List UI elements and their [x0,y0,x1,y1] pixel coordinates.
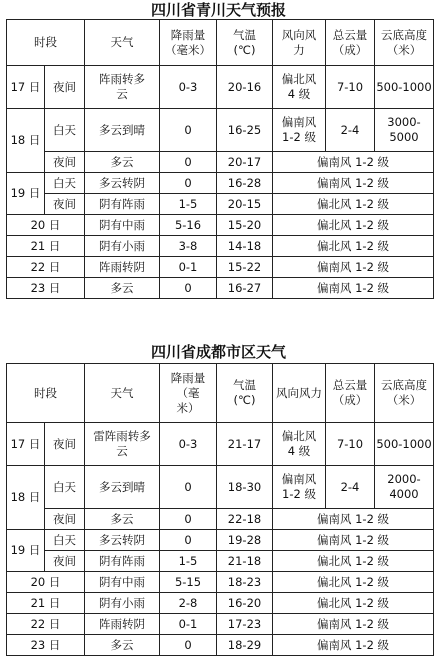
weather-text: 多云转阴 [99,175,145,190]
part-cell: 白天 [45,173,85,194]
col-header-rain [160,364,217,423]
weather-cell [85,614,160,635]
col-header-weather [85,364,160,423]
day-cell: 23 日 [7,635,85,656]
rain-cell: 0 [160,278,217,299]
table-row [7,257,434,278]
wind-merged-cell: 偏南风 1-2 级 [273,278,434,299]
rain-cell: 0 [160,152,217,173]
wind-merged-cell: 偏北风 1-2 级 [273,551,434,572]
col-header-text: 风向风力 [276,385,322,400]
col-header-weather [85,20,160,66]
part-cell: 夜间 [45,509,85,530]
table-row [7,423,434,466]
temp-cell: 20-15 [217,194,273,215]
wind-text: 偏北风 [281,429,317,443]
weather-text: 多云 [110,511,134,526]
wind-text: 1-2 级 [282,487,316,501]
table-row [7,152,434,173]
wind-text: 1-2 级 [282,130,316,144]
weather-text: 多云 [110,154,134,169]
col-header-text: （米） [386,42,422,57]
weather-cell [85,257,160,278]
weather-text: 多云转阴 [99,532,145,547]
wind-merged-cell: 偏南风 1-2 级 [273,530,434,551]
wind-cell [273,66,326,109]
col-header-temp [217,20,273,66]
temp-cell: 18-30 [217,466,273,509]
table-title: 四川省成都市区天气 [150,343,286,361]
temp-cell: 16-25 [217,109,273,152]
wind-merged-cell: 偏北风 1-2 级 [273,593,434,614]
rain-cell: 5-16 [160,215,217,236]
height-cell: 500-1000 [375,66,434,109]
col-header-text: 云底高度 [381,27,427,42]
col-header-text: 气温 [233,27,256,42]
height-cell: 2000-4000 [375,466,434,509]
table-row [7,278,434,299]
wind-cell [273,109,326,152]
col-header-text: 总云量 [332,27,368,42]
col-header-height [375,20,434,66]
weather-text: 多云 [110,637,134,652]
part-cell: 白天 [45,530,85,551]
part-cell: 夜间 [45,423,85,466]
forecast-table-chengdu [6,363,434,656]
wind-merged-cell: 偏南风 1-2 级 [273,257,434,278]
weather-text: 阴有阵雨 [99,553,145,568]
table-row [7,551,434,572]
height-cell: 500-1000 [375,423,434,466]
weather-text: 多云到晴 [99,122,145,137]
col-header-text: 米） [176,400,200,415]
rain-cell: 3-8 [160,236,217,257]
weather-text: 多云到晴 [99,479,145,494]
temp-cell: 16-27 [217,278,273,299]
col-header-text: （毫米） [165,42,211,57]
weather-text: 阴有阵雨 [99,196,145,211]
part-cell: 夜间 [45,152,85,173]
weather-text: 阴有小雨 [99,238,145,253]
weather-cell [85,215,160,236]
height-cell: 3000-5000 [375,109,434,152]
col-header-period: 时段 [7,364,85,423]
rain-cell: 0-1 [160,257,217,278]
weather-cell [85,194,160,215]
table-row [7,215,434,236]
weather-text: 阵雨转阴 [99,259,145,274]
rain-cell: 0-1 [160,614,217,635]
temp-cell: 16-20 [217,593,273,614]
temp-cell: 22-18 [217,509,273,530]
rain-cell: 0 [160,466,217,509]
wind-merged-cell: 偏南风 1-2 级 [273,509,434,530]
table-row [7,466,434,509]
table-row [7,614,434,635]
rain-cell: 1-5 [160,194,217,215]
weather-text: 云 [116,444,128,458]
col-header-text: 气温 [233,378,256,392]
weather-cell [85,109,160,152]
weather-cell [85,466,160,509]
day-cell: 17 日 [7,423,45,466]
day-cell: 21 日 [7,593,85,614]
wind-text: 偏北风 [281,72,317,86]
weather-cell [85,530,160,551]
temp-cell: 21-18 [217,551,273,572]
col-header-period: 时段 [7,20,85,66]
rain-cell: 1-5 [160,551,217,572]
col-header-text: （毫 [176,385,200,400]
col-header-text: 云底高度 [381,378,427,392]
cloud-cell: 2-4 [326,466,375,509]
col-header-cloud [326,364,375,423]
temp-cell: 17-23 [217,614,273,635]
wind-text: 偏南风 [281,472,317,486]
part-cell: 白天 [45,466,85,509]
temp-cell: 15-22 [217,257,273,278]
day-cell: 20 日 [7,215,85,236]
wind-merged-cell: 偏南风 1-2 级 [273,173,434,194]
wind-merged-cell: 偏南风 1-2 级 [273,152,434,173]
rain-cell: 0 [160,635,217,656]
part-cell: 夜间 [45,194,85,215]
col-header-wind [273,20,326,66]
day-cell: 20 日 [7,572,85,593]
col-header-text: 总云量 [332,378,368,392]
temp-cell: 19-28 [217,530,273,551]
wind-cell [273,423,326,466]
rain-cell: 0 [160,173,217,194]
temp-cell: 18-29 [217,635,273,656]
weather-text: 云 [116,87,128,101]
day-cell: 19 日 [7,173,45,215]
weather-cell [85,551,160,572]
weather-cell [85,278,160,299]
col-header-wind [273,364,326,423]
part-cell: 白天 [45,109,85,152]
day-cell: 21 日 [7,236,85,257]
table-row [7,173,434,194]
table-row [7,109,434,152]
col-header-text: 降雨量 [170,370,206,385]
day-cell: 19 日 [7,530,45,572]
table-row [7,593,434,614]
col-header-text: 降雨量 [170,27,206,42]
temp-cell: 20-17 [217,152,273,173]
wind-merged-cell: 偏北风 1-2 级 [273,194,434,215]
weather-text: 阴有中雨 [99,217,145,232]
col-header-text: 天气 [110,385,134,400]
weather-cell [85,423,160,466]
col-header-cloud [326,20,375,66]
weather-cell [85,593,160,614]
header-row [7,20,434,66]
col-header-text: 风向风 [281,27,317,42]
table-row [7,236,434,257]
col-header-text: （米） [386,393,422,407]
day-cell: 23 日 [7,278,85,299]
day-cell: 18 日 [7,109,45,173]
col-header-text: (℃) [233,393,256,407]
table-row [7,572,434,593]
col-header-rain [160,20,217,66]
rain-cell: 2-8 [160,593,217,614]
temp-cell: 14-18 [217,236,273,257]
weather-cell [85,66,160,109]
col-header-text: （成） [332,42,368,57]
cloud-cell: 7-10 [326,66,375,109]
wind-merged-cell: 偏南风 1-2 级 [273,614,434,635]
forecast-table-qingchuan [6,19,434,299]
header-row [7,364,434,423]
part-cell: 夜间 [45,66,85,109]
weather-cell [85,173,160,194]
weather-cell [85,152,160,173]
weather-cell [85,635,160,656]
day-cell: 17 日 [7,66,45,109]
wind-merged-cell: 偏北风 1-2 级 [273,236,434,257]
temp-cell: 20-16 [217,66,273,109]
rain-cell: 0-3 [160,66,217,109]
col-header-text: (℃) [233,42,256,57]
temp-cell: 18-23 [217,572,273,593]
wind-text: 4 级 [287,444,311,458]
wind-merged-cell: 偏北风 1-2 级 [273,215,434,236]
wind-cell [273,466,326,509]
wind-text: 4 级 [287,87,311,101]
table-row [7,635,434,656]
table-row [7,194,434,215]
day-cell: 22 日 [7,257,85,278]
rain-cell: 0 [160,530,217,551]
weather-text: 阵雨转阴 [99,616,145,631]
rain-cell: 0 [160,509,217,530]
cloud-cell: 7-10 [326,423,375,466]
weather-text: 阵雨转多 [99,72,145,86]
weather-text: 多云 [110,280,134,295]
weather-cell [85,236,160,257]
col-header-text: 力 [293,42,305,57]
temp-cell: 21-17 [217,423,273,466]
col-header-text: 天气 [110,35,134,49]
wind-merged-cell: 偏北风 1-2 级 [273,572,434,593]
col-header-height [375,364,434,423]
table-title: 四川省青川天气预报 [150,1,286,19]
weather-text: 阴有中雨 [99,574,145,589]
temp-cell: 16-28 [217,173,273,194]
weather-text: 阴有小雨 [99,595,145,610]
table-row [7,509,434,530]
weather-text: 雷阵雨转多 [93,429,151,443]
part-cell: 夜间 [45,551,85,572]
rain-cell: 0-3 [160,423,217,466]
cloud-cell: 2-4 [326,109,375,152]
table-row [7,530,434,551]
col-header-temp [217,364,273,423]
weather-cell [85,572,160,593]
col-header-text: （成） [332,393,368,407]
wind-text: 偏南风 [281,115,317,129]
temp-cell: 15-20 [217,215,273,236]
rain-cell: 0 [160,109,217,152]
day-cell: 22 日 [7,614,85,635]
day-cell: 18 日 [7,466,45,530]
table-row [7,66,434,109]
weather-cell [85,509,160,530]
rain-cell: 5-15 [160,572,217,593]
wind-merged-cell: 偏南风 1-2 级 [273,635,434,656]
